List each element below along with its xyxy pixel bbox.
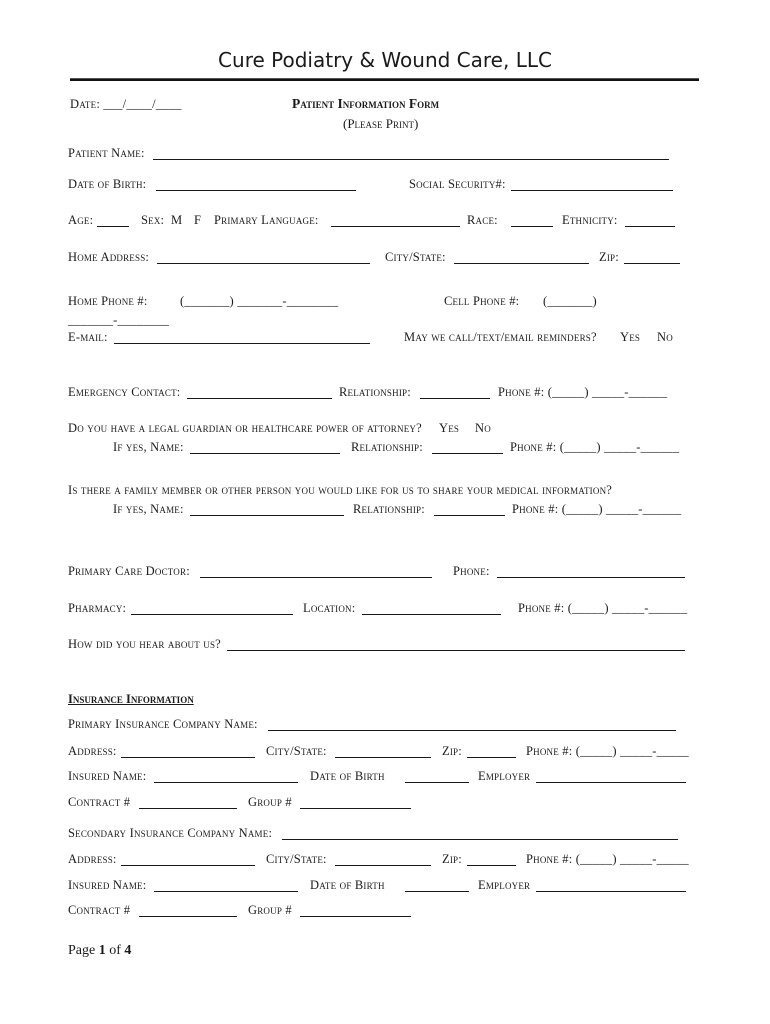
secondary-group-label: Group # xyxy=(248,903,292,917)
race-field[interactable] xyxy=(511,226,553,227)
dob-field[interactable] xyxy=(156,190,356,191)
page-of: of xyxy=(109,943,121,958)
zip-field[interactable] xyxy=(624,263,680,264)
secondary-contract-label: Contract # xyxy=(68,903,131,917)
ssn-label: Social Security#: xyxy=(409,177,506,191)
secondary-insurance-citystate-field[interactable] xyxy=(335,865,431,866)
guardian-name-field[interactable] xyxy=(190,453,340,454)
secondary-insured-dob-label: Date of Birth xyxy=(310,878,385,892)
date-field[interactable]: Date: ___/____/____ xyxy=(70,97,182,111)
age-field[interactable] xyxy=(97,226,129,227)
sex-f-option[interactable]: F xyxy=(194,213,202,227)
ethnicity-field[interactable] xyxy=(625,226,675,227)
sex-m-option[interactable]: M xyxy=(171,213,183,227)
secondary-insurance-address-field[interactable] xyxy=(121,865,255,866)
form-subtitle: (Please Print) xyxy=(343,116,419,131)
email-field[interactable] xyxy=(114,343,370,344)
email-label: E-mail: xyxy=(68,330,108,344)
primary-insured-dob-label: Date of Birth xyxy=(310,769,385,783)
primary-group-field[interactable] xyxy=(300,808,411,809)
guardian-no-option[interactable]: No xyxy=(475,421,491,435)
ethnicity-label: Ethnicity: xyxy=(562,213,618,227)
reminders-question: May we call/text/email reminders? xyxy=(404,330,597,344)
pharmacy-field[interactable] xyxy=(131,614,293,615)
secondary-insured-name-label: Insured Name: xyxy=(68,878,147,892)
insurance-heading: Insurance Information xyxy=(68,692,194,706)
pharmacy-location-field[interactable] xyxy=(362,614,501,615)
primary-insured-dob-field[interactable] xyxy=(405,782,469,783)
primary-insurance-phone-field[interactable]: Phone #: (_____) _____-_____ xyxy=(526,744,689,758)
family-name-label: If yes, Name: xyxy=(113,502,184,516)
cell-phone-field[interactable]: (_______) xyxy=(543,294,597,308)
secondary-insurance-zip-field[interactable] xyxy=(467,865,516,866)
reminders-yes-option[interactable]: Yes xyxy=(620,330,641,344)
patient-name-label: Patient Name: xyxy=(68,146,145,160)
primary-insurance-zip-field[interactable] xyxy=(467,757,516,758)
sex-label: Sex: xyxy=(141,213,165,227)
secondary-insurance-citystate-label: City/State: xyxy=(266,852,327,866)
secondary-insurance-company-label: Secondary Insurance Company Name: xyxy=(68,826,273,840)
secondary-employer-label: Employer xyxy=(478,878,531,892)
primary-care-doctor-field[interactable] xyxy=(200,577,432,578)
patient-name-field[interactable] xyxy=(153,159,669,160)
primary-insurance-company-field[interactable] xyxy=(268,730,676,731)
page-prefix: Page xyxy=(68,943,96,958)
emergency-relationship-label: Relationship: xyxy=(339,385,411,399)
emergency-contact-label: Emergency Contact: xyxy=(68,385,181,399)
primary-insurance-address-field[interactable] xyxy=(121,757,255,758)
family-phone-field[interactable]: Phone #: (_____) _____-______ xyxy=(512,502,682,516)
primary-group-label: Group # xyxy=(248,795,292,809)
home-phone-label: Home Phone #: xyxy=(68,294,148,308)
guardian-name-label: If yes, Name: xyxy=(113,440,184,454)
primary-insured-name-field[interactable] xyxy=(154,782,298,783)
primary-language-field[interactable] xyxy=(331,226,460,227)
secondary-insured-dob-field[interactable] xyxy=(405,891,469,892)
page-total: 4 xyxy=(124,943,132,958)
city-state-label: City/State: xyxy=(385,250,446,264)
pharmacy-phone-field[interactable]: Phone #: (_____) _____-______ xyxy=(518,601,688,615)
secondary-insurance-company-field[interactable] xyxy=(282,839,678,840)
cell-phone-field-cont[interactable]: _______-________ xyxy=(68,313,170,327)
home-address-label: Home Address: xyxy=(68,250,150,264)
primary-insurance-citystate-label: City/State: xyxy=(266,744,327,758)
doctor-phone-label: Phone: xyxy=(453,564,490,578)
dob-label: Date of Birth: xyxy=(68,177,147,191)
family-name-field[interactable] xyxy=(190,515,344,516)
referral-label: How did you hear about us? xyxy=(68,637,221,651)
family-relationship-label: Relationship: xyxy=(353,502,425,516)
guardian-relationship-label: Relationship: xyxy=(351,440,423,454)
pharmacy-label: Pharmacy: xyxy=(68,601,127,615)
guardian-yes-option[interactable]: Yes xyxy=(439,421,460,435)
reminders-no-option[interactable]: No xyxy=(657,330,673,344)
secondary-insured-name-field[interactable] xyxy=(154,891,298,892)
emergency-relationship-field[interactable] xyxy=(420,398,490,399)
emergency-contact-field[interactable] xyxy=(187,398,332,399)
primary-insured-name-label: Insured Name: xyxy=(68,769,147,783)
page-number xyxy=(68,943,131,959)
secondary-contract-field[interactable] xyxy=(139,916,237,917)
cell-phone-label: Cell Phone #: xyxy=(444,294,520,308)
emergency-phone-field[interactable]: Phone #: (_____) _____-______ xyxy=(498,385,668,399)
guardian-phone-field[interactable]: Phone #: (_____) _____-______ xyxy=(510,440,680,454)
secondary-insurance-phone-field[interactable]: Phone #: (_____) _____-_____ xyxy=(526,852,689,866)
primary-contract-field[interactable] xyxy=(139,808,237,809)
family-question: Is there a family member or other person you would like for us to share your medical information? xyxy=(68,483,613,497)
secondary-insurance-zip-label: Zip: xyxy=(442,852,462,866)
primary-contract-label: Contract # xyxy=(68,795,131,809)
race-label: Race: xyxy=(467,213,498,227)
form-title: Patient Information Form xyxy=(292,96,440,111)
primary-insurance-company-label: Primary Insurance Company Name: xyxy=(68,717,258,731)
primary-language-label: Primary Language: xyxy=(214,213,319,227)
home-phone-field[interactable]: (_______) _______-________ xyxy=(180,294,339,308)
primary-care-doctor-label: Primary Care Doctor: xyxy=(68,564,190,578)
referral-field[interactable] xyxy=(227,650,685,651)
home-address-field[interactable] xyxy=(157,263,370,264)
guardian-question: Do you have a legal guardian or healthcare power of attorney? xyxy=(68,421,422,435)
page-current: 1 xyxy=(98,943,106,958)
family-relationship-field[interactable] xyxy=(434,515,505,516)
header-rule xyxy=(70,78,699,81)
doctor-phone-field[interactable] xyxy=(497,577,685,578)
primary-insurance-address-label: Address: xyxy=(68,744,117,758)
primary-insurance-citystate-field[interactable] xyxy=(335,757,431,758)
clinic-name: Cure Podiatry & Wound Care, LLC xyxy=(218,48,552,72)
age-label: Age: xyxy=(68,213,94,227)
primary-insurance-zip-label: Zip: xyxy=(442,744,462,758)
zip-label: Zip: xyxy=(599,250,619,264)
secondary-insurance-address-label: Address: xyxy=(68,852,117,866)
ssn-field[interactable] xyxy=(511,190,673,191)
pharmacy-location-label: Location: xyxy=(303,601,356,615)
guardian-relationship-field[interactable] xyxy=(432,453,503,454)
secondary-group-field[interactable] xyxy=(300,916,411,917)
primary-employer-label: Employer xyxy=(478,769,531,783)
primary-employer-field[interactable] xyxy=(536,782,686,783)
secondary-employer-field[interactable] xyxy=(536,891,686,892)
city-state-field[interactable] xyxy=(454,263,589,264)
